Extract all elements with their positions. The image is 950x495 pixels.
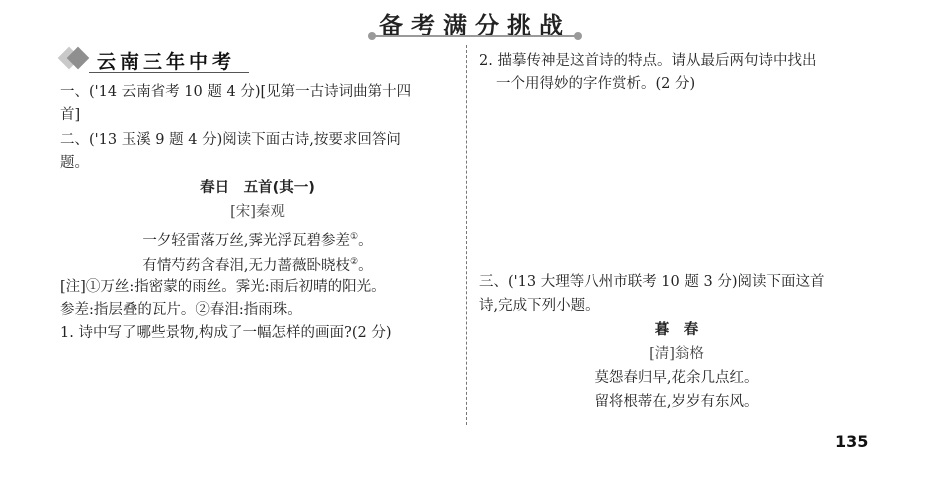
sub-question-2-line1: 2. 描摹传神是这首诗的特点。请从最后两句诗中找出: [479, 53, 817, 69]
poem-title: 暮 春: [654, 322, 699, 338]
question-one-line2: 首]: [60, 107, 81, 123]
poem-line-text: 有情芍药含春泪,无力蔷薇卧晓枝: [142, 257, 351, 274]
notes-line2: 参差:指层叠的瓦片。②春泪:指雨珠。: [60, 302, 302, 318]
notes-line1: [注]①万丝:指密蒙的雨丝。霁光:雨后初晴的阳光。: [60, 279, 386, 295]
sub-question-2-line2: 一个用得妙的字作赏析。(2 分): [496, 76, 696, 92]
page-number: 135: [835, 432, 869, 451]
poem-author: [宋]秦观: [230, 204, 285, 220]
poem-title: 春日 五首(其一): [200, 180, 315, 196]
sub-question-1: 1. 诗中写了哪些景物,构成了一幅怎样的画面?(2 分): [60, 325, 392, 341]
poem-line: [60, 227, 455, 251]
title-rule: [372, 35, 578, 37]
rule-dot-left: [368, 32, 376, 40]
question-one-line1: 一、('14 云南省考 10 题 4 分)[见第一古诗词曲第十四: [60, 84, 412, 100]
column-divider: [466, 45, 467, 425]
question-two-line2: 题。: [60, 155, 89, 171]
poem-line: 莫怨春归早,花余几点红。: [594, 370, 759, 386]
rule-dot-right: [574, 32, 582, 40]
badge-label: 云南三年中考: [97, 51, 236, 73]
poem-line-end: 。: [358, 257, 373, 274]
poem-line: 留将根蒂在,岁岁有东风。: [594, 394, 759, 410]
footnote-marker: ②: [350, 257, 359, 267]
question-two-line1: 二、('13 玉溪 9 题 4 分)阅读下面古诗,按要求回答问: [60, 132, 401, 148]
poem-line-end: 。: [358, 232, 373, 249]
poem-line: [60, 252, 455, 276]
badge-underline: [89, 72, 249, 73]
section-badge: [59, 45, 249, 75]
poem-line-text: 一夕轻雷落万丝,霁光浮瓦碧参差: [142, 232, 351, 249]
footnote-marker: ①: [350, 232, 359, 242]
question-three-line2: 诗,完成下列小题。: [479, 298, 600, 314]
section-title: 备考满分挑战: [379, 12, 571, 40]
poem-author: [清]翁格: [649, 346, 704, 362]
question-three-line1: 三、('13 大理等八州市联考 10 题 3 分)阅读下面这首: [479, 274, 825, 290]
